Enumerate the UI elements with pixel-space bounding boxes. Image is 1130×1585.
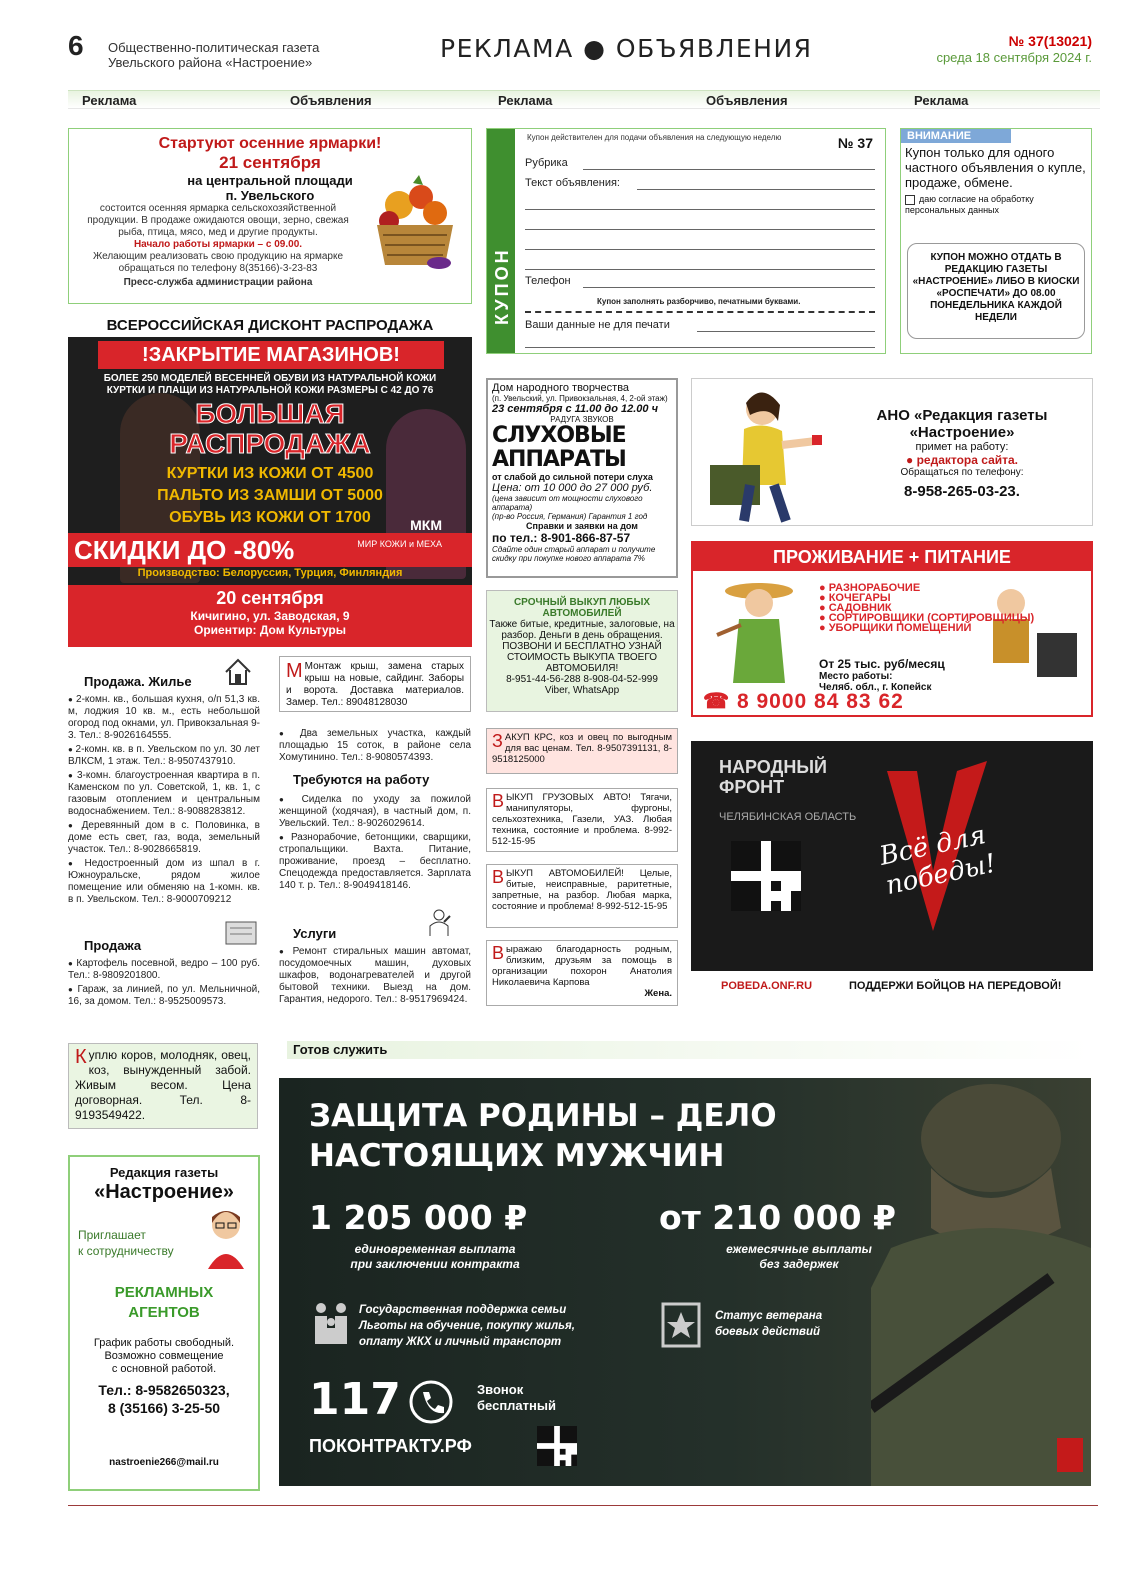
mil-caption-line: при заключении контракта (350, 1257, 520, 1271)
jobs-heading: Требуются на работу (293, 772, 430, 787)
sale-date: 20 сентября (216, 588, 324, 608)
qr-code-icon (537, 1426, 577, 1466)
list-item: ● Два земельных участка, каждый площадью 15 соток, в районе села Хомутинино. Тел.: 8-9080574393. (279, 728, 471, 764)
roof-ad (279, 656, 471, 712)
woman-avatar-icon (202, 1205, 250, 1269)
repairman-icon (426, 908, 452, 938)
rubric-label: Реклама (914, 93, 969, 108)
mil-url[interactable]: ПОКОНТРАКТУ.РФ (309, 1436, 472, 1456)
ano-title: АНО «Редакция газеты «Настроение» (876, 407, 1048, 441)
edit-agents-line: РЕКЛАМНЫХ (114, 1284, 214, 1301)
fair-signature: Пресс-служба администрации района (123, 277, 313, 288)
edit-invite-line: Приглашает (78, 1228, 146, 1242)
attention-title: ВНИМАНИЕ (901, 129, 1011, 143)
drop-cap: М (286, 660, 303, 682)
edit-invite (78, 1227, 174, 1259)
family-icon (309, 1300, 355, 1346)
coupon-text-field[interactable] (525, 209, 875, 210)
ad-text: ЫКУП АВТОМОБИЛЕЙ! Целые, битые, неисправные, раритетные, запретные, на разбор. Любая марка, состояние и проблема! 8-992-512-15-95 (492, 868, 672, 912)
sale-big-line: БОЛЬШАЯ (195, 398, 345, 429)
acc-jobs (819, 583, 1034, 633)
sale-misc-heading: Продажа (84, 938, 142, 953)
mil-family-support (359, 1302, 649, 1350)
coupon-private-label: Ваши данные не для печати (525, 319, 670, 331)
ano-contact: Обращаться по телефону: (900, 467, 1024, 478)
buyout-phones: 8-951-44-56-288 8-908-04-52-999 (506, 674, 658, 685)
fair-place: п. Увельского (225, 188, 315, 203)
list-item: ● Гараж, за линией, по ул. Мельничной, 16, за домом. Тел.: 8-9525009573. (68, 984, 260, 1008)
sale-offer: КУРТКИ ИЗ КОЖИ ОТ 4500 (166, 465, 374, 482)
fair-place: на центральной площади (187, 173, 353, 188)
sale-models (68, 373, 472, 397)
attention-text: Купон только для одного частного объявления о купле, продаже, обмене. (905, 145, 1086, 190)
list-item: ● Картофель посевной, ведро – 100 руб. Тел.: 8-9809201800. (68, 958, 260, 982)
ad-text: ЫКУП ГРУЗОВЫХ АВТО! Тягачи, манипуляторы, фургоны, сельхозтехника, Газели, УАЗ. Любая техника, состояние и проблема. 8-992-512-15-95 (492, 792, 672, 847)
mil-phone-number[interactable]: 117 (309, 1374, 401, 1425)
phone-icon (409, 1380, 453, 1424)
popular-front-ad (691, 741, 1093, 1003)
accommodation-jobs-ad (691, 541, 1093, 717)
list-item: ● 2-комн. кв. в п. Увельском по ул. 30 лет ВЛКСМ, 1 этаж. Тел.: 8-9507437910. (68, 744, 260, 768)
coupon-private-field[interactable] (525, 347, 875, 348)
drop-cap: В (492, 867, 505, 887)
housing-heading: Продажа. Жилье (84, 674, 192, 689)
drop-cap: В (492, 943, 505, 963)
front-name-line: НАРОДНЫЙ (719, 757, 827, 777)
rubric-bar (68, 90, 1100, 109)
list-item: ● 2-комн. кв., большая кухня, о/п 51,3 кв. м, лоджия 10 кв. м., есть небольшой огород под окнами, ул. Привокзальная 9-3. Тел.: 8-9026164555. (68, 694, 260, 742)
paper-name (108, 40, 388, 70)
list-item: ● 3-комн. благоустроенная квартира в п. Каменском по ул. Советской, 1, кв. 1, с газовым отоплением и центральным водоснабжением. Тел.: 8-9088283812. (68, 770, 260, 818)
mil-headline-line: ЗАЩИТА РОДИНЫ – ДЕЛО (309, 1098, 777, 1134)
thanks-signature: Жена. (644, 988, 672, 999)
services-section (279, 928, 471, 1008)
truck-buyout-ad (486, 788, 678, 852)
coupon-text-field[interactable] (525, 269, 875, 270)
edit-schedule-line: с основной работой. (111, 1363, 217, 1375)
list-item: ● Разнорабочие, бетонщики, сварщики, стропальщики. Вахта. Питание, проживание, проезд – бесплатно. Спецодежда предоставляется. Зарплата 140 т. р. Тел.: 8-9049418146. (279, 832, 471, 892)
front-call: ПОДДЕРЖИ БОЙЦОВ НА ПЕРЕДОВОЙ! (849, 980, 1062, 992)
mil-sum-monthly-caption (699, 1242, 899, 1272)
edit-email[interactable]: nastroenie266@mail.ru (109, 1457, 219, 1468)
fair-contact: Желающим реализовать свою продукцию на ярмарке обращаться по телефону 8(35166)-3-23-83 (93, 251, 343, 274)
list-item: ● Деревянный дом в с. Половинка, в доме есть свет, газ, вода, земельный участок. Тел.: 8-9028665819. (68, 820, 260, 856)
sale-when-where (68, 585, 472, 647)
sale-offer: ОБУВЬ ИЗ КОЖИ ОТ 1700 (169, 509, 371, 526)
hearing-venue: Дом народного творчества (492, 382, 630, 394)
mil-family-line: Льготы на обучение, покупку жилья, (359, 1320, 575, 1332)
vegetable-basket-icon (369, 175, 461, 271)
ano-position: ● редактора сайта. (905, 453, 1019, 467)
coupon-phone-label: Телефон (525, 275, 571, 287)
hearing-price: Цена: от 10 000 до 27 000 руб. (492, 482, 653, 494)
acc-job: ● УБОРЩИКИ ПОМЕЩЕНИЙ (819, 622, 972, 634)
coupon-rubric-field[interactable] (583, 169, 875, 170)
mil-call-free (477, 1382, 556, 1414)
edit-phone: Тел.: 8-9582650323, (98, 1382, 230, 1398)
hearing-trade: Сдайте один старый аппарат и получите скидку при покупке нового аппарата 7% (492, 545, 656, 563)
mil-sum-monthly: от 210 000 ₽ (659, 1198, 896, 1237)
issue-number: № 37(13021) (1008, 33, 1092, 49)
buyout-title: СРОЧНЫЙ ВЫКУП ЛЮБЫХ АВТОМОБИЛЕЙ (513, 597, 651, 619)
sale-landmark: Ориентир: Дом Культуры (193, 623, 346, 637)
coupon-note: Купон действителен для подачи объявления на следующую неделю (527, 133, 782, 142)
hearing-when: 23 сентября с 11.00 до 12.00 ч (492, 403, 659, 415)
edit-phone: 8 (35166) 3-25-50 (107, 1400, 221, 1416)
hearing-dep: (цена зависит от мощности слухового аппарата) (492, 494, 643, 512)
house-icon (222, 656, 254, 688)
acc-phone: ☎ 8 9000 84 83 62 (703, 690, 904, 713)
list-item: ● Недостроенный дом из шпал в г. Южноуральске, рядом жилое помещение или обменяю на 1-комн. кв. в п. Увельском. Тел.: 8-9000709212 (68, 858, 260, 906)
mil-sum-one-time: 1 205 000 ₽ (309, 1198, 528, 1237)
paper-line-2: Увельского района «Настроение» (108, 55, 313, 70)
car-buyout-small-ad (486, 864, 678, 928)
hearing-title: СЛУХОВЫЕ АППАРАТЫ (492, 423, 626, 472)
ano-phone: 8-958-265-03-23. (904, 483, 1020, 500)
mil-headline (309, 1096, 777, 1176)
hearing-brand: РАДУГА ЗВУКОВ (550, 415, 614, 424)
front-slogan: Всё для победы! (876, 820, 999, 902)
ad-agents-ad (68, 1155, 260, 1491)
housing-section (68, 676, 260, 908)
consent-checkbox[interactable] (905, 195, 915, 205)
acc-job: ● САДОВНИК (819, 602, 892, 614)
coupon-text-field[interactable] (525, 229, 875, 230)
mil-sum-one-time-caption (335, 1242, 535, 1272)
acc-salary: От 25 тыс. руб/месяц (819, 657, 945, 671)
mil-caption-line: единовременная выплата (354, 1242, 516, 1256)
edit-agents (70, 1283, 258, 1323)
edit-agents-line: АГЕНТОВ (128, 1304, 200, 1321)
coupon-text-label: Текст объявления: (525, 177, 620, 189)
list-item: ● Сиделка по уходу за пожилой женщиной (ходячая), в частный дом, п. Увельский. Тел.: 8-9026029614. (279, 794, 471, 830)
sale-models-line: КУРТКИ И ПЛАЩИ ИЗ НАТУРАЛЬНОЙ КОЖИ РАЗМЕРЫ С 42 ДО 76 (106, 385, 434, 396)
thanks-note (486, 940, 678, 1006)
ad-text: уплю коров, молодняк, овец, коз, вынужденный забой. Живым весом. Цена договорная. Тел. 8-9193549422. (75, 1048, 251, 1122)
front-url[interactable]: POBEDA.ONF.RU (721, 980, 813, 992)
editorial-hiring-ad (691, 378, 1093, 526)
mil-veteran-line: Статус ветерана (715, 1310, 823, 1322)
coupon-number: № 37 (837, 135, 873, 151)
appliance-icon (224, 920, 258, 946)
coupon-private-field[interactable] (697, 331, 875, 332)
drop-cap: К (75, 1046, 87, 1068)
sale-offer: ПАЛЬТО ИЗ ЗАМШИ ОТ 5000 (157, 487, 383, 504)
issue-date: среда 18 сентября 2024 г. (936, 50, 1092, 65)
sale-discount: СКИДКИ ДО -80% (68, 533, 472, 567)
rubric-label: Реклама (82, 93, 137, 108)
ad-text: АКУП КРС, коз и овец по выгодным для вас ценам. Тел. 8-9507391131, 8-9518125000 (492, 732, 672, 765)
coupon-phone-field[interactable] (583, 287, 875, 288)
qr-code-icon (731, 841, 801, 911)
mil-caption-line: без задержек (759, 1257, 839, 1271)
coupon-rubric-label: Рубрика (525, 157, 568, 169)
soldier-illustration (871, 1078, 1091, 1486)
hearing-aids-ad (486, 378, 678, 578)
discount-sale-ad (68, 317, 472, 647)
mil-call-line: Звонок (477, 1382, 524, 1397)
livestock-buy-ad (486, 728, 678, 774)
edit-schedule-line: Возможно совмещение (104, 1350, 224, 1362)
consent-row[interactable] (901, 192, 1091, 218)
fair-ad (68, 128, 472, 304)
mil-caption-line: ежемесячные выплаты (726, 1242, 872, 1256)
rubric-label: Объявления (706, 93, 788, 108)
edit-schedule-line: График работы свободный. (93, 1337, 235, 1349)
coupon-side (487, 129, 515, 353)
hearing-info: Справки и заявки на дом (526, 521, 638, 531)
hearing-phone: по тел.: 8-901-866-87-57 (492, 531, 631, 545)
veteran-star-icon (661, 1302, 701, 1348)
fair-title: Стартуют осенние ярмарки! (158, 135, 382, 152)
hearing-made: (пр-во Россия, Германия) Гарантия 1 год (492, 512, 648, 521)
sale-brand-sub: МИР КОЖИ и МЕХА (357, 539, 442, 549)
services-heading: Услуги (293, 926, 337, 941)
fair-text: состоится осенняя ярмарка сельскохозяйственной продукции. В продаже ожидаются овощи, зерно, свежая рыба, птица, мясо, мед и другие продукты. (87, 203, 349, 238)
coupon-hint: Купон заполнять разборчиво, печатными буквами. (597, 297, 801, 306)
coupon-form (486, 128, 886, 354)
drop-cap: В (492, 791, 505, 811)
military-contract-ad (279, 1078, 1091, 1486)
hearing-sub: от слабой до сильной потери слуха (492, 472, 653, 482)
coupon-attention (900, 128, 1092, 354)
ad-text: ыражаю благодарность родным, близким, друзьям за помощь в организации похорон Анатолия Николаевича Карпова (492, 944, 672, 988)
mil-headline-line: НАСТОЯЩИХ МУЖЧИН (309, 1138, 725, 1174)
fair-hours: Начало работы ярмарки – с 09.00. (133, 239, 303, 250)
ano-sub: примет на работу: (915, 441, 1009, 453)
hearing-address: (п. Увельский, ул. Привокзальная, 4, 2-ой этаж) (492, 394, 668, 403)
rubric-label: Объявления (290, 93, 372, 108)
buyout-messengers: Viber, WhatsApp (544, 685, 620, 696)
buyout-body: Также битые, кредитные, залоговые, на разбор. Деньги в день обращения. ПОЗВОНИ И БЕСПЛАТНО УЗНАЙ СТОИМОСТЬ ВЫКУПА ТВОЕГО АВТОМОБИЛЯ! (489, 619, 675, 674)
consent-label: даю согласие на обработку персональных данных (905, 194, 1034, 215)
edit-schedule (70, 1337, 258, 1376)
sale-big-line: РАСПРОДАЖА (169, 428, 371, 459)
acc-job: ● КОЧЕГАРЫ (819, 592, 891, 604)
sale-top: ВСЕРОССИЙСКАЯ ДИСКОНТ РАСПРОДАЖА (68, 317, 472, 337)
ready-to-serve-heading: Готов служить (287, 1041, 1091, 1059)
acc-job: ● РАЗНОРАБОЧИЕ (819, 582, 921, 594)
sale-closing: !ЗАКРЫТИЕ МАГАЗИНОВ! (98, 341, 444, 369)
roof-ad-text: Монтаж крыш, замена старых крыш на новые, сайдинг. Заборы и ворота. Доставка материалов. Замер. Тел.: 89048128030 (286, 661, 464, 708)
sale-misc-section (68, 940, 260, 1010)
page-number: 6 (68, 30, 84, 61)
sale-big (68, 399, 472, 459)
mil-call-line: бесплатный (477, 1398, 556, 1413)
mil-family-line: оплату ЖКХ и личный транспорт (359, 1336, 562, 1348)
list-item: ● Ремонт стиральных машин автомат, посудомоечных машин, духовых шкафов, водонагревателей и другой бытовой техники. Выезд на дом. Гарантия, недорого. Тел.: 8-9517969424. (279, 946, 471, 1006)
footer-divider (68, 1505, 1098, 1506)
coupon-text-field[interactable] (525, 249, 875, 250)
fair-date: 21 сентября (219, 153, 321, 172)
land-section (279, 728, 471, 894)
kiosk-notice: КУПОН МОЖНО ОТДАТЬ В РЕДАКЦИЮ ГАЗЕТЫ «НАСТРОЕНИЕ» ЛИБО В КИОСКИ «РОСПЕЧАТИ» ДО 08.00 ПОНЕДЕЛЬНИКА КАЖДОЙ НЕДЕЛИ (907, 243, 1085, 339)
drop-cap: З (492, 731, 503, 751)
gardener-illustration (703, 575, 815, 685)
car-buyout-ad (486, 590, 678, 712)
sale-models-line: БОЛЕЕ 250 МОДЕЛЕЙ ВЕСЕННЕЙ ОБУВИ ИЗ НАТУРАЛЬНОЙ КОЖИ (103, 373, 437, 384)
edit-invite-line: к сотрудничеству (78, 1244, 174, 1258)
edit-phones (70, 1381, 258, 1417)
front-name-line: ФРОНТ (719, 777, 785, 797)
front-footer (691, 971, 1093, 1003)
coupon-cut-line (525, 311, 875, 313)
sale-brand: МКМ (410, 517, 442, 533)
rubric-label: Реклама (498, 93, 553, 108)
edit-title: Редакция газеты (109, 1165, 219, 1180)
front-name (719, 757, 827, 797)
sale-origin: Производство: Белоруссия, Турция, Финляндия (137, 567, 403, 579)
coupon-text-field[interactable] (637, 189, 875, 190)
mil-veteran-line: боевых действий (715, 1326, 821, 1338)
section-title: РЕКЛАМА ● ОБЪЯВЛЕНИЯ (440, 34, 813, 63)
mil-veteran-status (715, 1308, 855, 1340)
acc-place-line: Челяб. обл., г. Копейск (819, 682, 932, 693)
coupon-label: КУПОН (492, 247, 512, 325)
sale-address: Кичигино, ул. Заводская, 9 (190, 609, 350, 623)
acc-place-line: Место работы: (819, 671, 893, 682)
paper-line-1: Общественно-политическая газета (108, 40, 320, 55)
acc-title: ПРОЖИВАНИЕ + ПИТАНИЕ (693, 543, 1091, 571)
acc-job: ● СОРТИРОВЩИКИ (СОРТИРОВЩИЦЫ) (819, 612, 1035, 624)
front-region: ЧЕЛЯБИНСКАЯ ОБЛАСТЬ (719, 811, 857, 823)
mil-family-line: Государственная поддержка семьи (359, 1304, 567, 1316)
journalist-illustration (700, 385, 830, 523)
edit-paper: «Настроение» (94, 1181, 234, 1203)
cattle-buy-ad (68, 1043, 258, 1129)
